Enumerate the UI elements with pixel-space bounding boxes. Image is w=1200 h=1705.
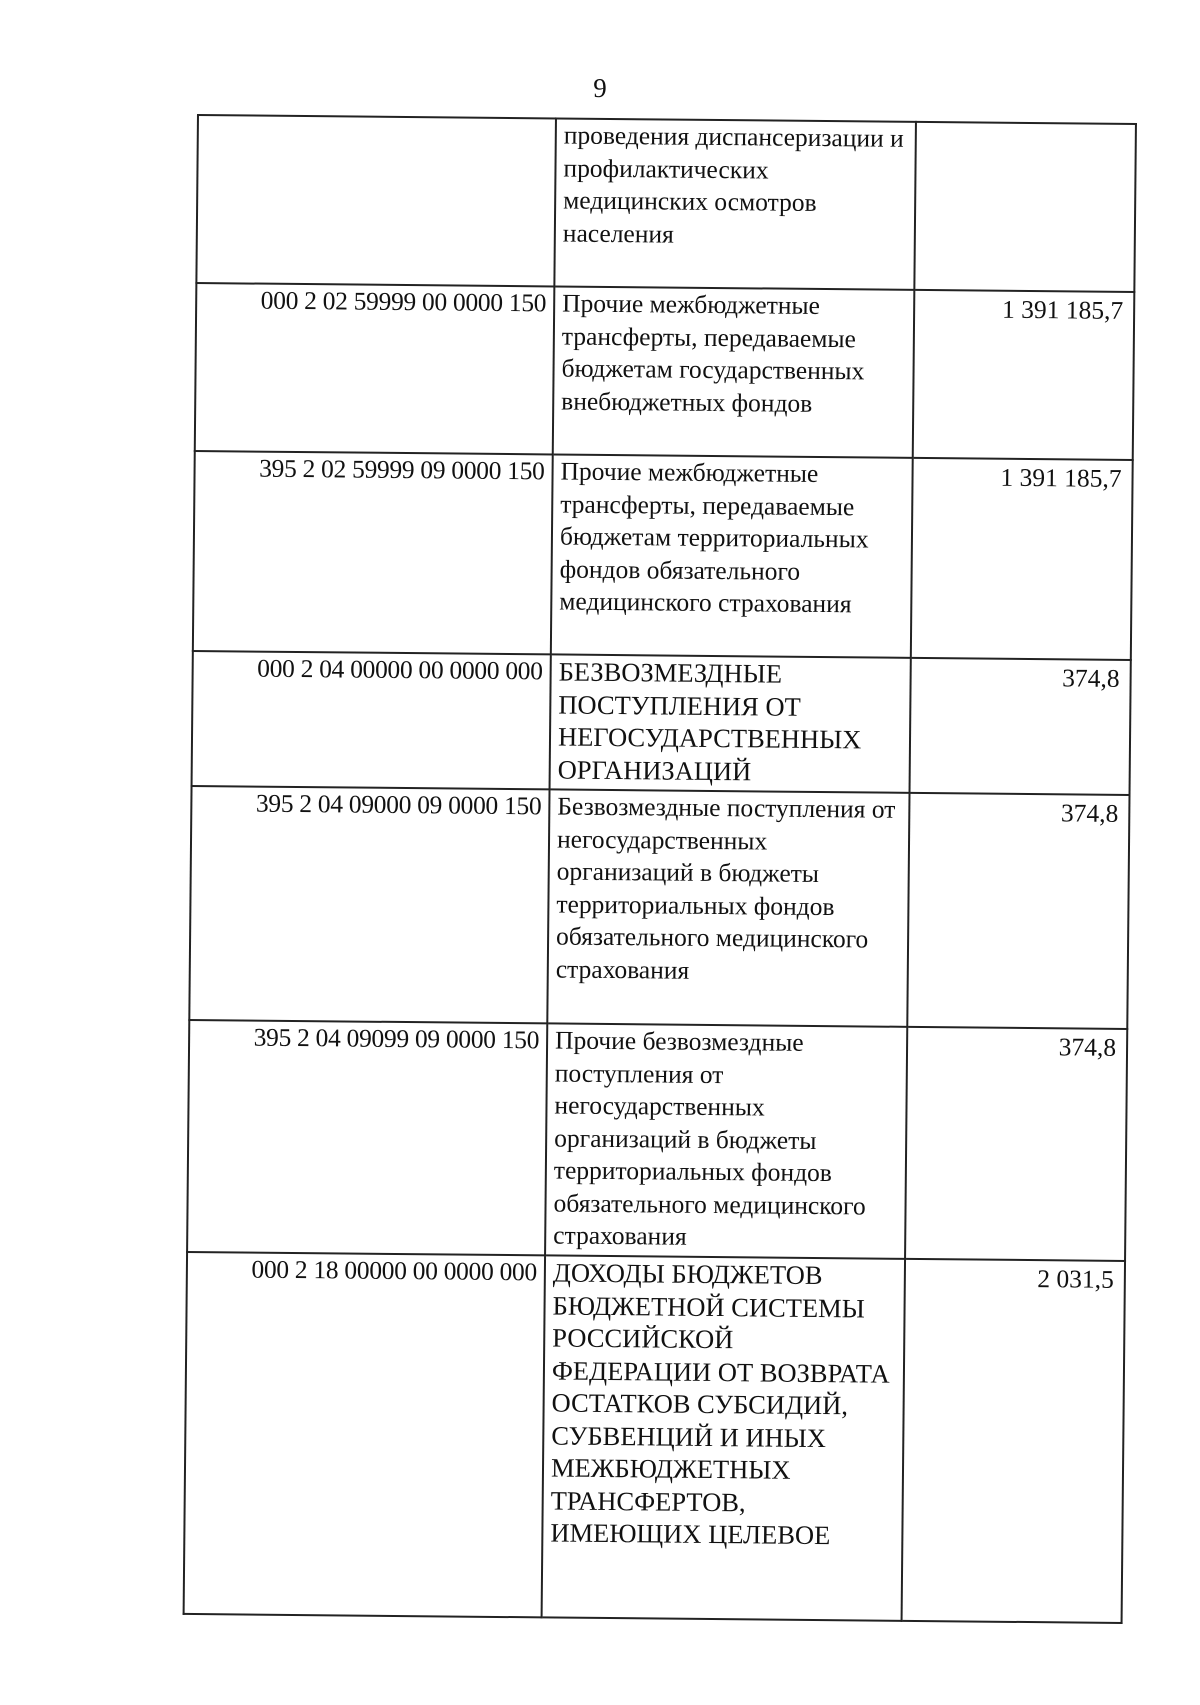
table-row bbox=[196, 115, 1136, 292]
budget-code-cell: 000 2 18 00000 00 0000 000 bbox=[184, 1252, 545, 1617]
budget-code-cell: 395 2 02 59999 09 0000 150 bbox=[193, 451, 553, 654]
revenue-name-cell: Прочие межбюджетные трансферты, передаваемые бюджетам территориальных фондов обязательного медицинского страхования bbox=[551, 454, 913, 657]
budget-code-cell: 395 2 04 09000 09 0000 150 bbox=[189, 786, 549, 1023]
amount-cell bbox=[914, 122, 1136, 292]
page-number: 9 bbox=[593, 73, 607, 103]
amount-cell: 374,8 bbox=[910, 658, 1131, 795]
revenue-name-cell: БЕЗВОЗМЕЗДНЫЕ ПОСТУПЛЕНИЯ ОТ НЕГОСУДАРСТВЕННЫХ ОРГАНИЗАЦИЙ bbox=[550, 654, 911, 792]
revenue-name-cell: Безвозмездные поступления от негосударственных организаций в бюджеты территориальных фондов обязательного медицинского страхования bbox=[547, 789, 909, 1026]
revenue-name-cell: проведения диспансеризации и профилактических медицинских осмотров населения bbox=[554, 118, 916, 289]
budget-code-cell bbox=[196, 115, 556, 286]
table-row bbox=[187, 1020, 1127, 1261]
revenue-name-cell: ДОХОДЫ БЮДЖЕТОВ БЮДЖЕТНОЙ СИСТЕМЫ РОССИЙСКОЙ ФЕДЕРАЦИИ ОТ ВОЗВРАТА ОСТАТКОВ СУБСИДИЙ, СУБВЕНЦИЙ И ИНЫХ МЕЖБЮДЖЕТНЫХ ТРАНСФЕРТОВ, ИМЕЮЩИХ ЦЕЛЕВОЕ bbox=[542, 1255, 905, 1620]
amount-cell: 374,8 bbox=[905, 1027, 1127, 1261]
table-row bbox=[184, 1252, 1125, 1623]
budget-code-cell: 395 2 04 09099 09 0000 150 bbox=[187, 1020, 547, 1255]
revenue-name-cell: Прочие безвозмездные поступления от негосударственных организаций в бюджеты территориальных фондов обязательного медицинского страхования bbox=[545, 1023, 907, 1258]
table-row bbox=[193, 451, 1133, 660]
table-row bbox=[189, 786, 1129, 1029]
table-row bbox=[195, 283, 1135, 460]
budget-code-cell: 000 2 04 00000 00 0000 000 bbox=[192, 651, 551, 789]
amount-cell: 1 391 185,7 bbox=[911, 458, 1133, 660]
revenue-name-cell: Прочие межбюджетные трансферты, передаваемые бюджетам государственных внебюджетных фондов bbox=[553, 286, 915, 457]
budget-revenue-table bbox=[183, 114, 1137, 1624]
amount-cell: 2 031,5 bbox=[902, 1259, 1125, 1623]
amount-cell: 374,8 bbox=[907, 793, 1129, 1029]
table-row bbox=[192, 651, 1131, 795]
amount-cell: 1 391 185,7 bbox=[913, 290, 1135, 460]
budget-code-cell: 000 2 02 59999 00 0000 150 bbox=[195, 283, 555, 454]
